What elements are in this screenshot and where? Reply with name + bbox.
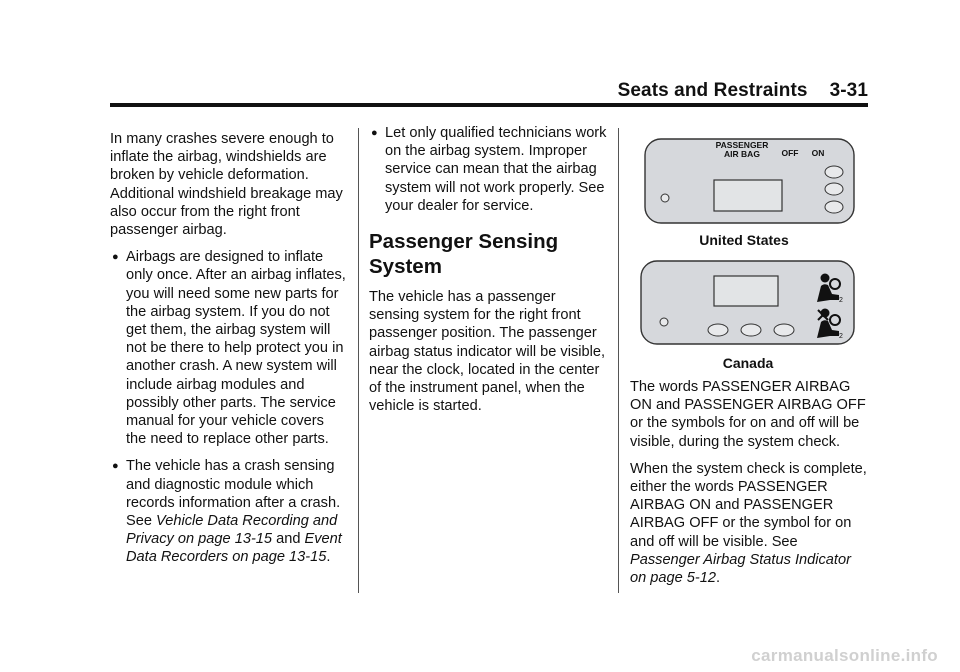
panel-label-off: OFF	[781, 148, 799, 158]
panel-label-passenger: PASSENGER	[715, 140, 769, 150]
panel-button-2	[825, 183, 843, 195]
bullet-crash-sensing-module: ● The vehicle has a crash sensing and diagnostic module which records information after a crash. See Vehicle Data Recording and Privacy on page 13-15 and Event Data Recorders on page 13-15.	[112, 458, 342, 566]
system-check-complete-paragraph: When the system check is complete, either the words PASSENGER AIRBAG ON and PASSENGER AIRBAG OFF or the symbol for on and off will be visible. See Passenger Airbag Status Indicator on page 5-12.	[630, 460, 867, 587]
panel-label-on: ON	[811, 148, 825, 158]
column-3-text	[630, 378, 870, 587]
us-panel-caption: United States	[699, 232, 789, 248]
column-2	[369, 124, 607, 415]
intro-paragraph: In many crashes severe enough to inflate the airbag, windshields are broken by vehicle deformation. Additional windshield breakage may also occur from the right front passenger airbag.	[110, 131, 343, 239]
panel-button-1	[825, 166, 843, 178]
passenger-sensing-paragraph: The vehicle has a passenger sensing system for the right front passenger position. The passenger airbag status indicator will be visible, near the clock, located in the center of the instrument panel, when the vehicle is started.	[369, 289, 606, 415]
bullet-qualified-technicians: ● Let only qualified technicians work on the airbag system. Improper service can mean that the airbag system will not work properly. See your dealer for service.	[371, 125, 607, 214]
header-section-title: Seats and Restraints	[617, 80, 808, 101]
panel-button-3	[774, 324, 794, 336]
svg-text:2: 2	[839, 297, 843, 304]
link-vehicle-data-recording[interactable]: Vehicle Data Recording and Privacy on page 13-15	[126, 513, 338, 548]
watermark: carmanualsonline.info	[751, 646, 938, 665]
section-heading: Passenger Sensing System	[369, 230, 559, 279]
column-1	[110, 130, 348, 567]
indicator-display-window	[714, 276, 778, 306]
page-number: 3-31	[829, 80, 868, 101]
panel-button-2	[741, 324, 761, 336]
column-divider-1	[358, 128, 359, 593]
panel-button-3	[825, 201, 843, 213]
running-header	[612, 80, 868, 102]
bullet-dot: ●	[112, 460, 119, 473]
canada-airbag-indicator-panel	[640, 258, 856, 348]
bullet-dot: ●	[112, 251, 119, 264]
panel-button-1	[708, 324, 728, 336]
header-rule	[110, 103, 868, 107]
bullet-airbags-inflate-once: ● Airbags are designed to inflate only once. After an airbag inflates, you will need some new parts for the airbag system. If you do not get them, the airbag system will not be there to help protect you in another crash. A new system will include airbag modules and possibly other parts. The service manual for your vehicle covers the need to replace other parts.	[112, 249, 346, 448]
panel-label-air-bag: AIR BAG	[724, 149, 760, 159]
light-sensor	[660, 318, 668, 326]
canada-panel-caption: Canada	[722, 355, 774, 371]
bullet-dot: ●	[371, 127, 378, 139]
indicator-display-window	[714, 180, 782, 211]
svg-text:2: 2	[839, 333, 843, 340]
link-passenger-airbag-status-indicator[interactable]: Passenger Airbag Status Indicator on page 5-12	[630, 551, 851, 587]
us-airbag-indicator-panel	[644, 136, 856, 226]
light-sensor	[661, 194, 669, 202]
link-event-data-recorders[interactable]: Event Data Recorders on page 13-15	[126, 531, 342, 566]
system-check-paragraph: The words PASSENGER AIRBAG ON and PASSENGER AIRBAG OFF or the symbols for on and off will be visible, during the system check.	[630, 379, 866, 450]
column-divider-2	[618, 128, 619, 593]
